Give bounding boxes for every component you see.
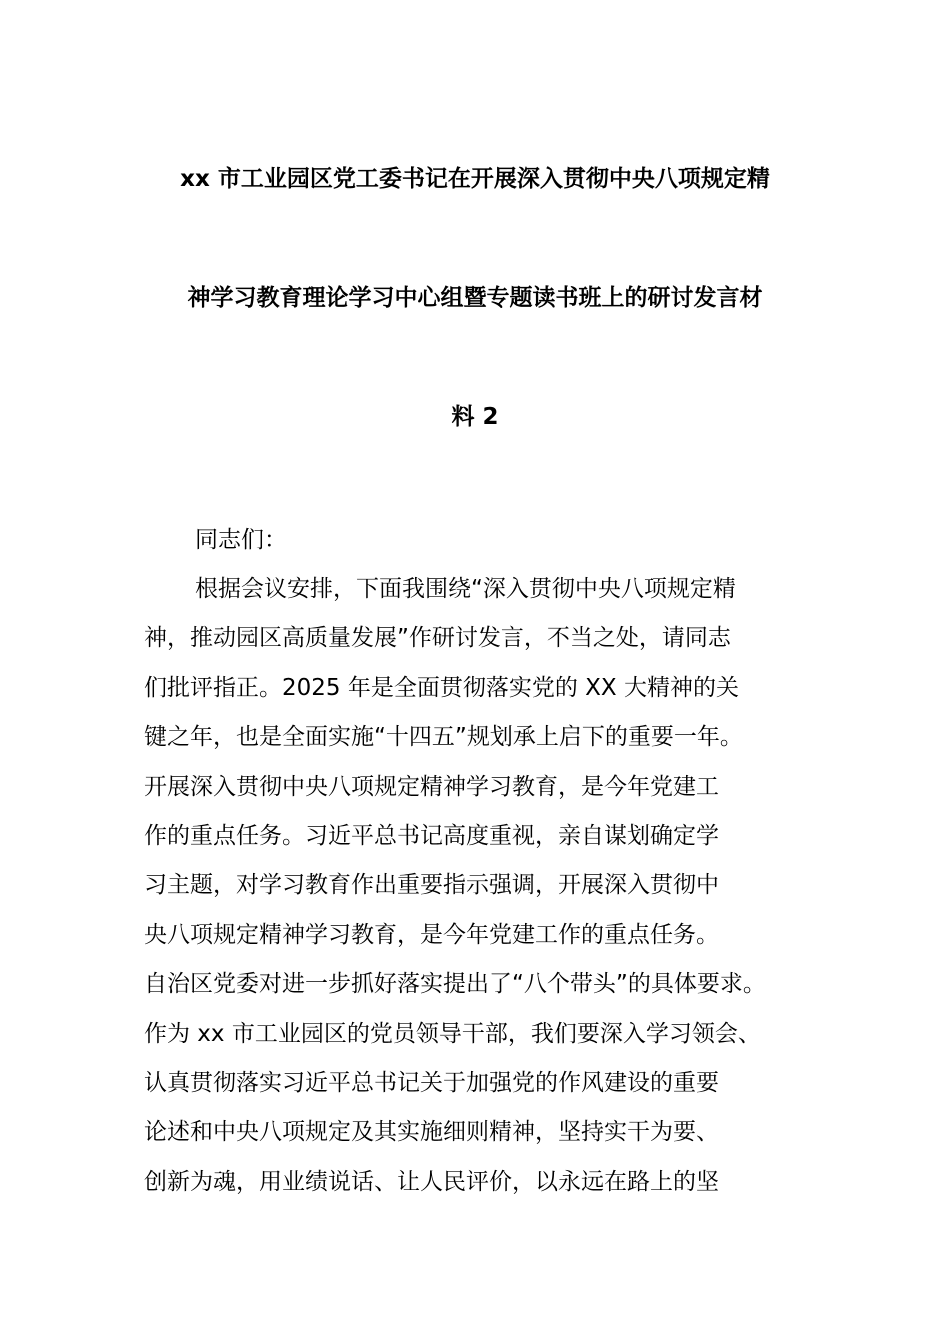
paragraph-line: 论述和中央八项规定及其实施细则精神，坚持实干为要、 — [144, 1119, 719, 1146]
document-title-line-1: xx 市工业园区党工委书记在开展深入贯彻中央八项规定精 — [180, 166, 770, 192]
salutation — [144, 516, 824, 565]
paragraph-line: 创新为魂，用业绩说话、让人民评价，以永远在路上的坚 — [144, 1168, 719, 1195]
paragraph-line: 开展深入贯彻中央八项规定精神学习教育，是今年党建工 — [144, 773, 719, 800]
paragraph-line: 认真贯彻落实习近平总书记关于加强党的作风建设的重要 — [144, 1069, 719, 1096]
paragraph-line: 央八项规定精神学习教育，是今年党建工作的重点任务。 — [144, 921, 719, 948]
paragraph-line: 键之年，也是全面实施“十四五”规划承上启下的重要一年。 — [144, 724, 743, 751]
paragraph-line: 们批评指正。2025 年是全面贯彻落实党的 XX 大精神的关 — [144, 674, 739, 701]
paragraph-line: 自治区党委对进一步抓好落实提出了“八个带头”的具体要求。 — [144, 971, 766, 998]
document-title-line-2: 神学习教育理论学习中心组暨专题读书班上的研讨发言材 — [187, 285, 763, 311]
paragraph-line: 习主题，对学习教育作出重要指示强调，开展深入贯彻中 — [144, 872, 719, 899]
document-title-line-3: 料 2 — [451, 404, 499, 430]
paragraph-line: 作为 xx 市工业园区的党员领导干部，我们要深入学习领会、 — [144, 1020, 761, 1047]
body-paragraph — [144, 565, 824, 1207]
paragraph-line: 作的重点任务。习近平总书记高度重视，亲自谋划确定学 — [144, 822, 719, 849]
salutation-text: 同志们： — [195, 527, 287, 553]
paragraph-line: 根据会议安排，下面我围绕“深入贯彻中央八项规定精 — [195, 576, 736, 602]
paragraph-line: 神，推动园区高质量发展”作研讨发言，不当之处，请同志 — [144, 625, 731, 652]
